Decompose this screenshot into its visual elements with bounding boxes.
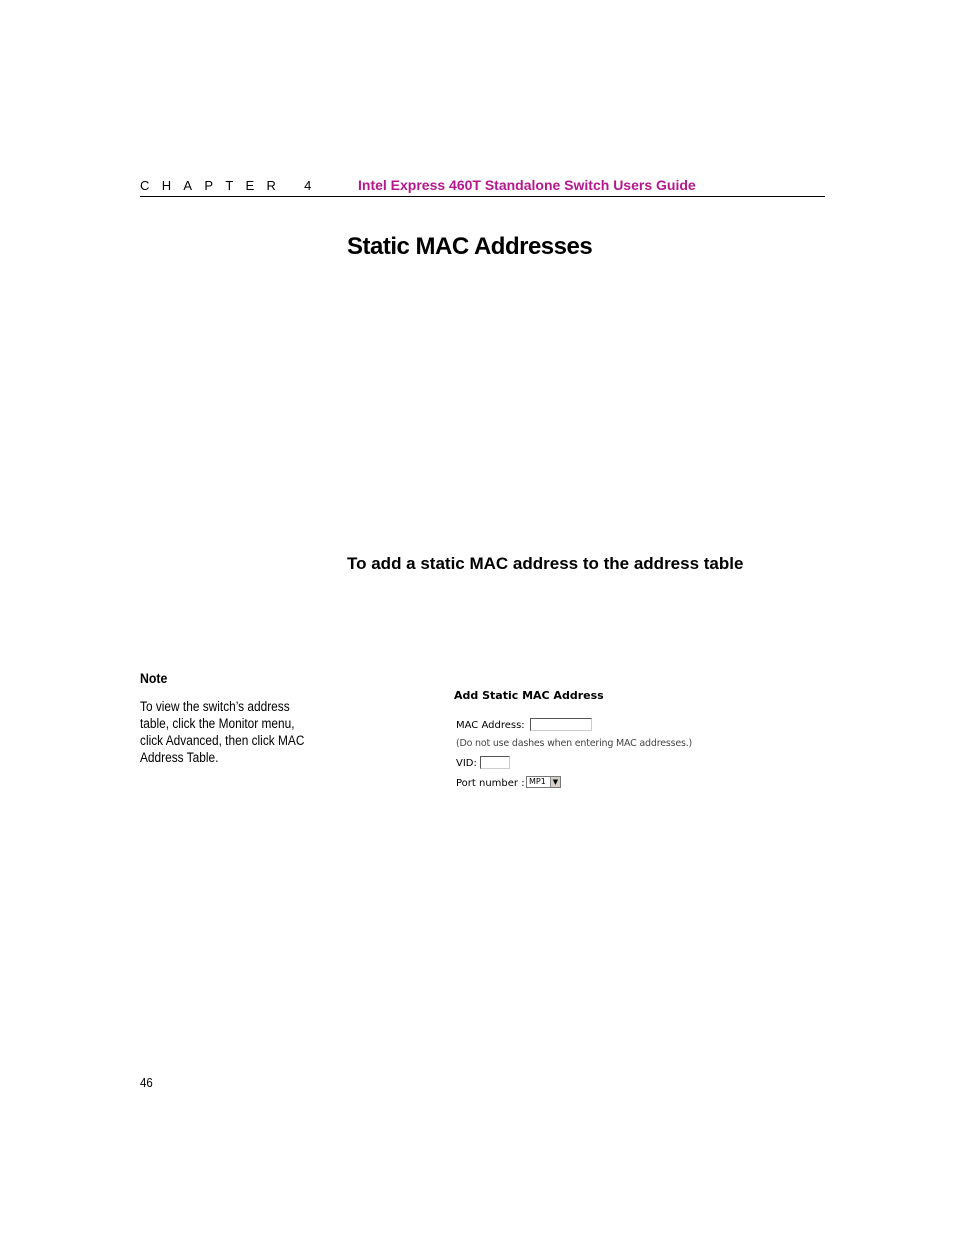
note-label: Note — [140, 670, 168, 686]
vid-input[interactable] — [480, 756, 510, 769]
note-line: table, click the Monitor menu, — [140, 716, 295, 731]
chevron-down-icon[interactable]: ▼ — [550, 777, 560, 787]
mac-address-label: MAC Address: — [456, 720, 525, 731]
mac-address-input[interactable] — [530, 718, 592, 731]
guide-title: Intel Express 460T Standalone Switch Users Guide — [358, 177, 696, 193]
port-number-select[interactable] — [526, 776, 561, 788]
note-body — [140, 698, 316, 766]
chapter-label: CHAPTER 4 — [140, 178, 324, 193]
procedure-title: To add a static MAC address to the address table — [347, 554, 744, 573]
page-number: 46 — [140, 1075, 153, 1090]
running-header — [140, 176, 825, 197]
port-number-label: Port number : — [456, 778, 525, 789]
form-title: Add Static MAC Address — [454, 689, 604, 702]
port-number-value: MP1 — [529, 777, 546, 786]
vid-label: VID: — [456, 758, 477, 769]
add-static-mac-form — [454, 688, 714, 798]
note-line: To view the switch’s address — [140, 699, 290, 714]
note-line: click Advanced, then click MAC — [140, 733, 305, 748]
mac-hint: (Do not use dashes when entering MAC addresses.) — [456, 738, 693, 749]
page-title: Static MAC Addresses — [347, 233, 593, 260]
note-line: Address Table. — [140, 750, 219, 765]
